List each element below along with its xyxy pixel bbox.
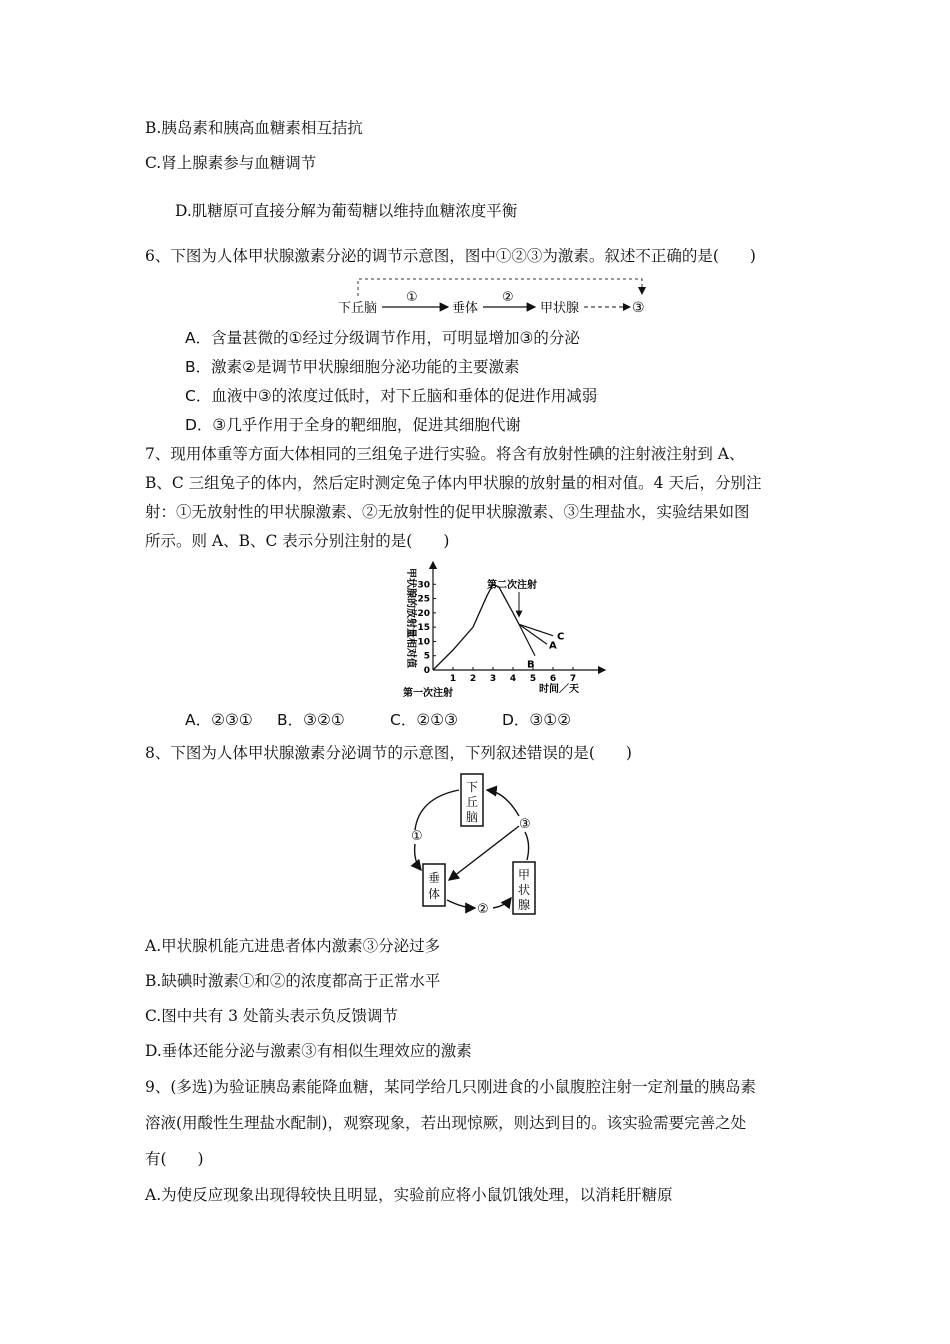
hormone-1-label: ① — [411, 829, 423, 844]
svg-text:垂: 垂 — [427, 871, 441, 885]
q7-stem-line-2: B、C 三组兔子的体内，然后定时测定兔子体内甲状腺的放射量的相对值。4 天后，分别注 — [145, 474, 762, 492]
second-injection-label: 第二次注射 — [487, 580, 537, 591]
q6-node-pituitary: 垂体 — [452, 301, 479, 316]
q7-option-c: C．②①③ — [390, 711, 459, 729]
q5-option-c: C.肾上腺素参与血糖调节 — [145, 154, 317, 172]
x-tick-label: 1 — [449, 674, 457, 684]
arrow-hyp-to-1 — [415, 790, 459, 830]
q6-label-1: ① — [406, 290, 418, 305]
q7-stem-line-1: 7、现用体重等方面大体相同的三组兔子进行实验。将含有放射性碘的注射液注射到 A、 — [145, 445, 745, 463]
arrow-1-to-pit — [415, 844, 421, 870]
y-tick-label: 20 — [417, 608, 430, 619]
svg-text:体: 体 — [427, 887, 441, 901]
hormone-3-label: ③ — [519, 817, 531, 832]
q8-feedback-diagram — [395, 768, 555, 918]
svg-text:状: 状 — [517, 883, 531, 897]
q8-option-d: D.垂体还能分泌与激素③有相似生理效应的激素 — [145, 1042, 472, 1060]
q6-stem: 6、下图为人体甲状腺激素分泌的调节示意图，图中①②③为激素。叙述不正确的是( ) — [145, 247, 756, 265]
q6-regulation-diagram — [330, 272, 660, 322]
base-curve — [433, 584, 519, 670]
x-tick-label: 7 — [569, 674, 577, 684]
arrow-thy-to-3 — [525, 832, 529, 860]
series-label-A: A — [549, 640, 557, 652]
svg-text:脑: 脑 — [465, 810, 479, 824]
arrow-3-to-pit — [449, 826, 519, 880]
q8-option-c: C.图中共有 3 处箭头表示负反馈调节 — [145, 1007, 398, 1025]
x-tick-label: 3 — [489, 674, 497, 684]
q6-label-3: ③ — [632, 300, 645, 316]
x-tick-label: 4 — [509, 674, 517, 684]
y-tick-label: 10 — [417, 637, 430, 648]
q9-stem-line-2: 溶液(用酸性生理盐水配制)，观察现象，若出现惊厥，则达到目的。该实验需要完善之处 — [145, 1114, 747, 1132]
y-tick-label: 25 — [417, 594, 430, 605]
svg-text:腺: 腺 — [517, 898, 531, 912]
x-tick-label: 5 — [529, 674, 537, 684]
q6-label-2: ② — [502, 290, 514, 305]
q6-node-hypothalamus: 下丘脑 — [338, 301, 378, 316]
q7-stem-line-4: 所示。则 A、B、C 表示分别注射的是( ) — [145, 532, 450, 550]
q6-option-b: B．激素②是调节甲状腺细胞分泌功能的主要激素 — [185, 358, 520, 376]
q6-option-d: D．③几乎作用于全身的靶细胞，促进其细胞代谢 — [185, 416, 521, 434]
q8-stem: 8、下图为人体甲状腺激素分泌调节的示意图，下列叙述错误的是( ) — [145, 744, 632, 762]
arrow-2-to-thy — [493, 898, 511, 908]
q7-radioactivity-chart — [395, 560, 620, 706]
y-tick-label: 30 — [417, 580, 430, 591]
arrow-3-to-hyp — [487, 790, 519, 816]
svg-text:下: 下 — [465, 780, 479, 794]
q7-stem-line-3: 射：①无放射性的甲状腺激素、②无放射性的促甲状腺激素、③生理盐水，实验结果如图 — [145, 503, 750, 521]
q5-option-d: D.肌糖原可直接分解为葡萄糖以维持血糖浓度平衡 — [175, 202, 518, 220]
x-tick-label: 2 — [469, 674, 477, 684]
arrow-pit-to-2 — [447, 900, 475, 908]
q7-option-a: A．②③① — [185, 711, 253, 729]
y-tick-label: 5 — [423, 651, 430, 662]
q9-stem-line-1: 9、(多选)为验证胰岛素能降血糖，某同学给几只刚进食的小鼠腹腔注射一定剂量的胰岛素 — [145, 1078, 756, 1096]
q7-option-b: B．③②① — [277, 711, 345, 729]
x-tick-label: 6 — [549, 674, 557, 684]
series-label-B: B — [527, 659, 535, 671]
q8-option-a: A.甲状腺机能亢进患者体内激素③分泌过多 — [145, 937, 441, 955]
q7-option-d: D．③①② — [502, 711, 572, 729]
q5-option-b: B.胰岛素和胰高血糖素相互拮抗 — [145, 119, 363, 137]
q8-option-b: B.缺碘时激素①和②的浓度都高于正常水平 — [145, 972, 441, 990]
feedback-dashed-arrow — [358, 279, 642, 296]
series-line-A — [519, 624, 547, 644]
y-axis-title: 甲状腺的放射量相对值 — [405, 568, 416, 668]
first-injection-label: 第一次注射 — [403, 688, 453, 699]
svg-text:丘: 丘 — [465, 795, 479, 809]
q9-stem-line-3: 有( ) — [145, 1150, 204, 1168]
x-axis-title: 时间／天 — [539, 684, 579, 695]
hormone-2-label: ② — [477, 902, 489, 917]
y-tick-label: 0 — [423, 666, 430, 676]
series-label-C: C — [557, 631, 565, 643]
q9-option-a: A.为使反应现象出现得较快且明显，实验前应将小鼠饥饿处理，以消耗肝糖原 — [145, 1186, 673, 1204]
q6-option-c: C．血液中③的浓度过低时，对下丘脑和垂体的促进作用减弱 — [185, 387, 598, 405]
q6-option-a: A．含量甚微的①经过分级调节作用，可明显增加③的分泌 — [185, 329, 580, 347]
svg-text:甲: 甲 — [517, 868, 531, 882]
y-tick-label: 15 — [417, 623, 430, 634]
q6-node-thyroid: 甲状腺 — [540, 301, 580, 316]
